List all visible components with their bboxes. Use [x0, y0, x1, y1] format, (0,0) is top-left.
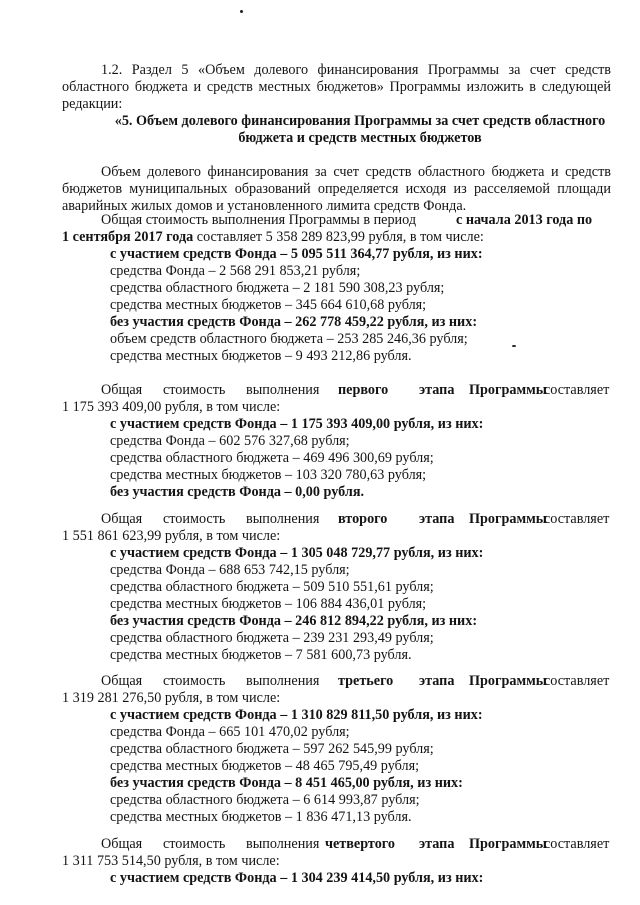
stage-word: составляет: [544, 836, 610, 852]
intro-line: 1.2. Раздел 5 «Объем долевого финансирования Программы за счет средств: [101, 62, 611, 78]
intro-line: областного бюджета и средств местных бюджетов» Программы изложить в следующей: [62, 79, 611, 95]
stage-word: этапа: [419, 836, 455, 852]
with-fund-line: с участием средств Фонда – 1 175 393 409,00 рубля, из них:: [110, 416, 484, 432]
local-line: средства местных бюджетов – 48 465 795,49 рубля;: [110, 758, 420, 774]
stage-word: выполнения: [246, 673, 320, 689]
stage-word: Общая: [101, 382, 143, 398]
regional-line: средства областного бюджета – 509 510 551,61 рубля;: [110, 579, 434, 595]
stage-word: составляет: [544, 511, 610, 527]
scan-speck: [512, 345, 516, 347]
section-heading: бюджета и средств местных бюджетов: [238, 130, 482, 146]
stage-total: 1 551 861 623,99 рубля, в том числе:: [62, 528, 281, 544]
stage-word: Общая: [101, 511, 143, 527]
stage-word: Общая: [101, 673, 143, 689]
stage-word: стоимость: [163, 673, 226, 689]
stage-word: этапа: [419, 382, 455, 398]
stage-name: второго: [338, 511, 388, 527]
total-line: [101, 212, 416, 229]
stage-word: Общая: [101, 836, 143, 852]
stage-word: выполнения: [246, 382, 320, 398]
stage-total: 1 311 753 514,50 рубля, в том числе:: [62, 853, 280, 869]
local-line: средства местных бюджетов – 345 664 610,68 рубля;: [110, 297, 427, 313]
total-line: [62, 229, 484, 246]
stage-total: 1 175 393 409,00 рубля, в том числе:: [62, 399, 281, 415]
stage-total: 1 319 281 276,50 рубля, в том числе:: [62, 690, 281, 706]
stage-word: Программы: [469, 382, 547, 398]
total-date: 1 сентября 2017 года: [62, 229, 194, 245]
stage-word: составляет: [544, 673, 610, 689]
fund-line: средства Фонда – 665 101 470,02 рубля;: [110, 724, 350, 740]
regional-line: средства областного бюджета – 6 614 993,87 рубля;: [110, 792, 420, 808]
without-fund-line: без участия средств Фонда – 8 451 465,00 рубля, из них:: [110, 775, 463, 791]
with-fund-line: с участием средств Фонда – 1 305 048 729,77 рубля, из них:: [110, 545, 484, 561]
section-heading: «5. Объем долевого финансирования Программы за счет средств областного: [114, 113, 606, 129]
regional-line: средства областного бюджета – 597 262 545,99 рубля;: [110, 741, 434, 757]
total-period: с начала 2013 года по: [456, 212, 593, 228]
with-fund-line: с участием средств Фонда – 1 304 239 414,50 рубля, из них:: [110, 870, 484, 886]
stage-word: Программы: [469, 836, 547, 852]
stage-word: стоимость: [163, 511, 226, 527]
fund-line: средства Фонда – 688 653 742,15 рубля;: [110, 562, 350, 578]
scan-speck: [240, 10, 243, 13]
local-line: средства местных бюджетов – 9 493 212,86 рубля.: [110, 348, 412, 364]
paragraph-line: аварийных жилых домов и установленного лимита средств Фонда.: [62, 198, 467, 214]
local-line: средства местных бюджетов – 1 836 471,13 рубля.: [110, 809, 412, 825]
stage-word: составляет: [544, 382, 610, 398]
local-line: средства местных бюджетов – 106 884 436,01 рубля;: [110, 596, 427, 612]
stage-name: первого: [338, 382, 389, 398]
stage-word: этапа: [419, 511, 455, 527]
regional-line: средства областного бюджета – 239 231 293,49 рубля;: [110, 630, 434, 646]
with-fund-line: с участием средств Фонда – 5 095 511 364,77 рубля, из них:: [110, 246, 483, 262]
with-fund-line: с участием средств Фонда – 1 310 829 811,50 рубля, из них:: [110, 707, 483, 723]
local-line: средства местных бюджетов – 7 581 600,73 рубля.: [110, 647, 412, 663]
fund-line: средства Фонда – 2 568 291 853,21 рубля;: [110, 263, 361, 279]
without-fund-line: без участия средств Фонда – 0,00 рубля.: [110, 484, 365, 500]
fund-line: средства Фонда – 602 576 327,68 рубля;: [110, 433, 350, 449]
regional-line: средства областного бюджета – 2 181 590 308,23 рубля;: [110, 280, 445, 296]
stage-word: выполнения: [246, 511, 320, 527]
stage-word: этапа: [419, 673, 455, 689]
stage-name: четвертого: [325, 836, 395, 852]
stage-word: стоимость: [163, 382, 226, 398]
total-amount: составляет 5 358 289 823,99 рубля, в том числе:: [196, 229, 484, 245]
stage-word: Программы: [469, 673, 547, 689]
paragraph-line: бюджетов муниципальных образований определяется исходя из расселяемой площади: [62, 181, 611, 197]
without-fund-line: без участия средств Фонда – 246 812 894,22 рубля, из них:: [110, 613, 478, 629]
local-line: средства местных бюджетов – 103 320 780,63 рубля;: [110, 467, 427, 483]
intro-line: редакции:: [62, 96, 123, 112]
stage-word: стоимость: [163, 836, 226, 852]
without-fund-line: без участия средств Фонда – 262 778 459,22 рубля, из них:: [110, 314, 478, 330]
total-text: Общая стоимость выполнения Программы в период: [101, 212, 417, 228]
stage-name: третьего: [338, 673, 394, 689]
paragraph-line: Объем долевого финансирования за счет средств областного бюджета и средств: [101, 164, 611, 180]
stage-word: выполнения: [246, 836, 320, 852]
regional-line: объем средств областного бюджета – 253 285 246,36 рубля;: [110, 331, 468, 347]
stage-word: Программы: [469, 511, 547, 527]
regional-line: средства областного бюджета – 469 496 300,69 рубля;: [110, 450, 434, 466]
